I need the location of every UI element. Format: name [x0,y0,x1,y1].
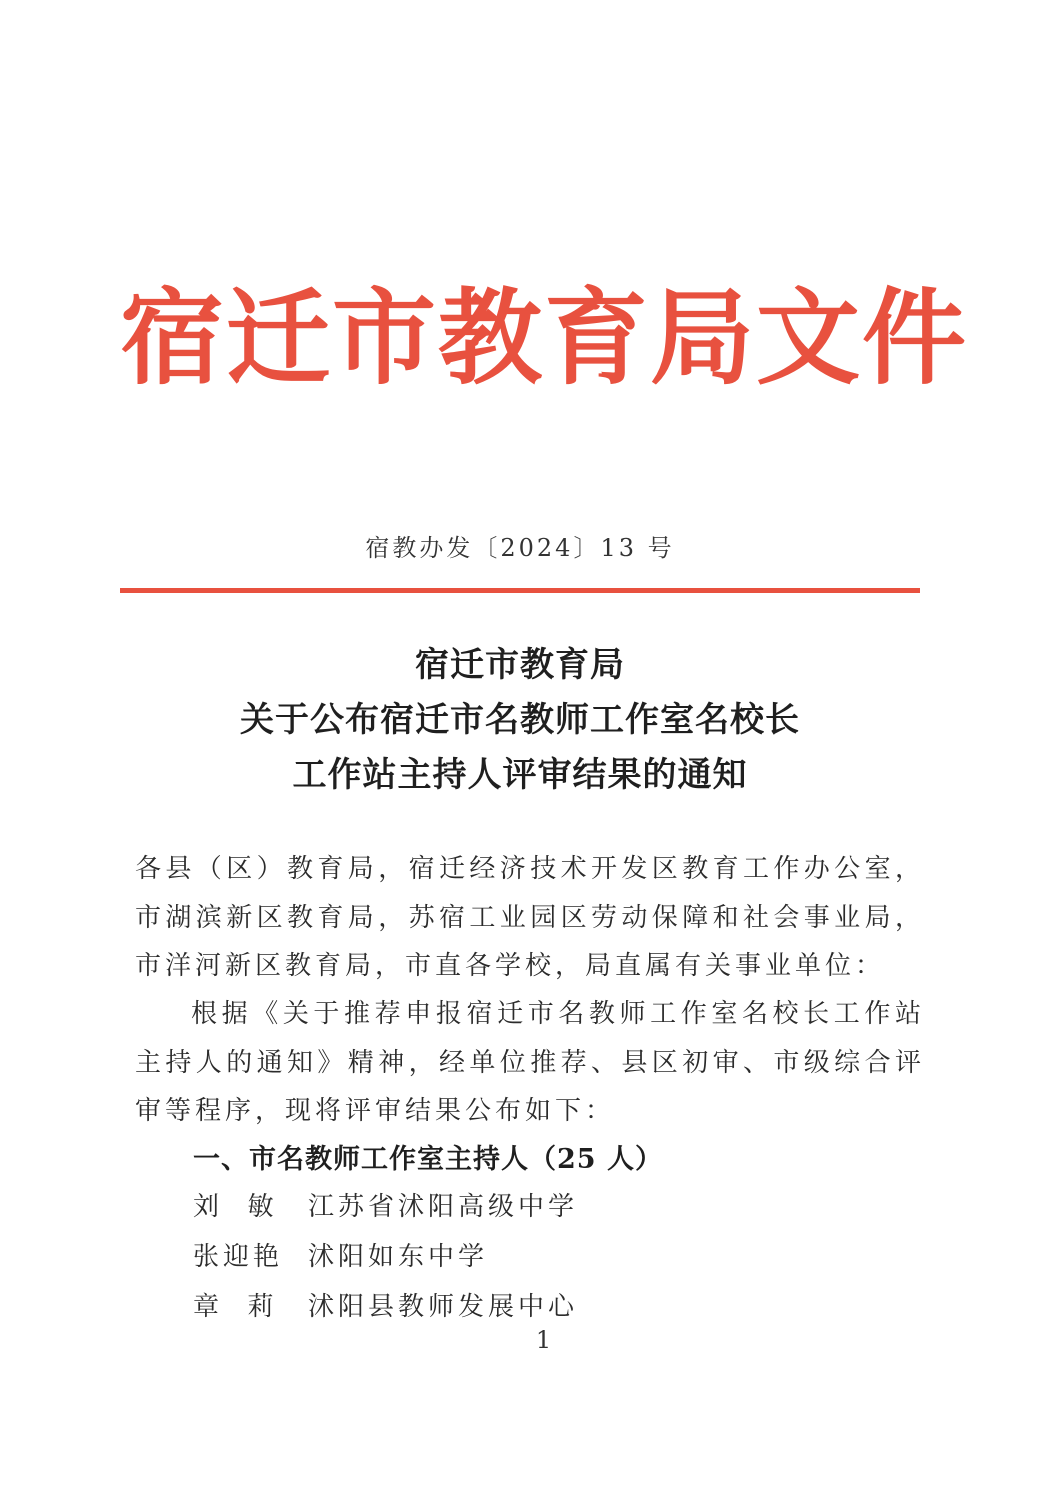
red-divider-line [120,588,920,593]
person-organization: 沭阳如东中学 [308,1242,489,1272]
notice-title-line-2: 关于公布宿迁市名教师工作室名校长 [240,700,800,740]
person-organization: 江苏省沭阳高级中学 [308,1192,579,1222]
list-item [193,1232,893,1282]
masthead-title: 宿迁市教育局文件 [120,276,969,399]
list-item [193,1182,893,1232]
page-number: 1 [535,1326,552,1354]
notice-title-line-1: 宿迁市教育局 [415,645,625,685]
person-name: 章 莉 [193,1292,278,1322]
person-organization: 沭阳县教师发展中心 [308,1292,579,1322]
person-name: 张迎艳 [193,1242,284,1272]
notice-title [120,638,920,803]
section-heading: 一、市名教师工作室主持人（25 人） [193,1144,663,1175]
person-name: 刘 敏 [193,1192,278,1222]
salutation-paragraph: 各县（区）教育局，宿迁经济技术开发区教育工作办公室，市湖滨新区教育局，苏宿工业园区劳动保障和社会事业局，市洋河新区教育局，市直各学校，局直属有关事业单位： [135,854,925,981]
body-paragraph: 根据《关于推荐申报宿迁市名教师工作室名校长工作站主持人的通知》精神，经单位推荐、县区初审、市级综合评审等程序，现将评审结果公布如下： [135,999,925,1126]
notice-title-line-3: 工作站主持人评审结果的通知 [292,755,748,795]
document-number: 宿教办发〔2024〕13 号 [365,534,675,562]
person-list [193,1182,893,1332]
